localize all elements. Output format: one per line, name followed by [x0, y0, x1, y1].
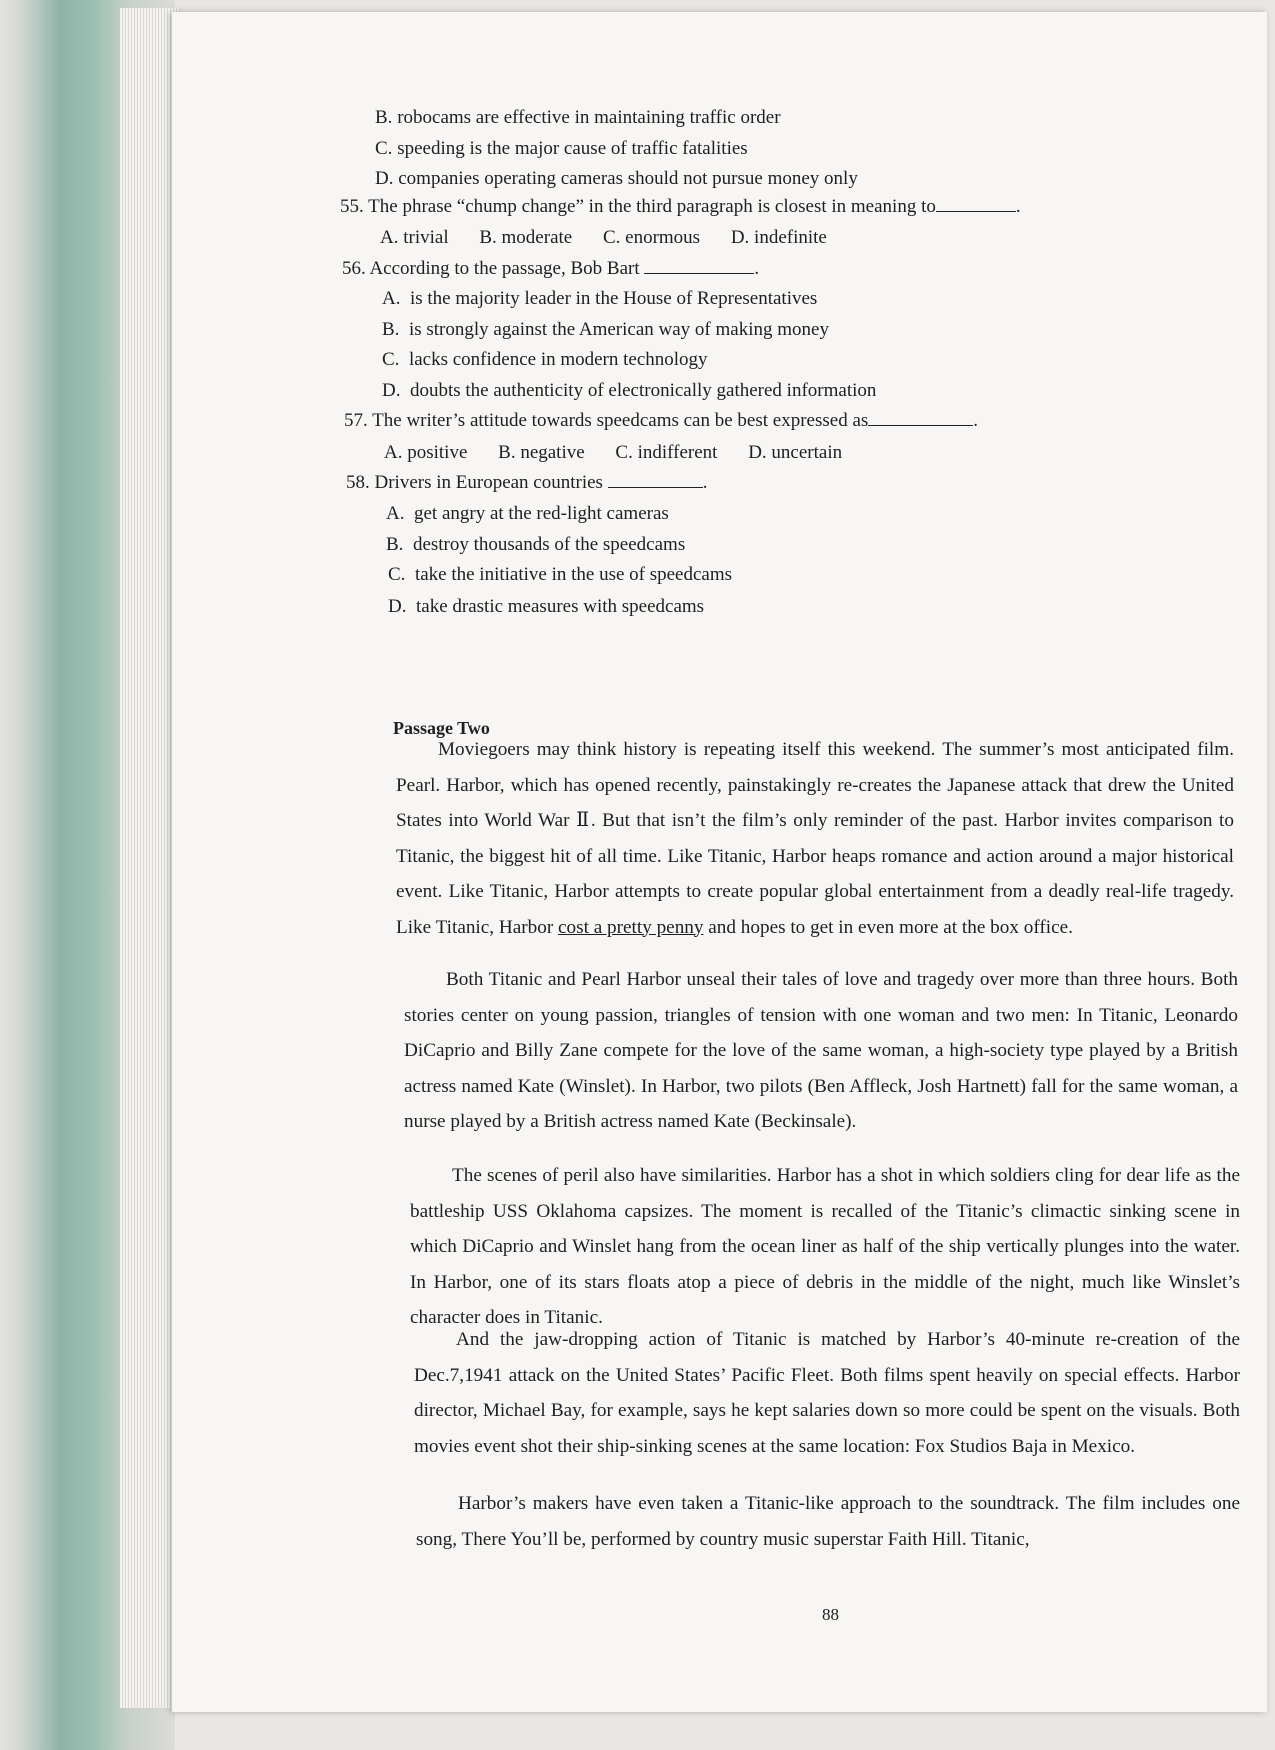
q56-option-b: B. is strongly against the American way of making money — [382, 319, 829, 340]
passage-heading: Passage Two — [393, 718, 490, 738]
passage-paragraph-2: Both Titanic and Pearl Harbor unseal their tales of love and tragedy over more than three hours. Both stories center on young passion, triangles of tension with one woman and two men: In Titanic, Leonardo DiCaprio and Billy Zane compete for the love of the same woman, a high-society type played by a British actress named Kate (Winslet). In Harbor, two pilots (Ben Affleck, Josh Hartnett) fall for the same woman, a nurse played by a British actress named Kate (Beckinsale). — [404, 969, 1238, 1132]
q57-option-a: A. positive — [384, 442, 468, 463]
q58-option-c: C. take the initiative in the use of speedcams — [388, 564, 733, 585]
q58-option-a: A. get angry at the red-light cameras — [386, 503, 669, 524]
passage-paragraph-1: Moviegoers may think history is repeating itself this weekend. The summer’s most anticipated film. Pearl. Harbor, which has opened recently, painstakingly re-creates the Japanese attack that drew the United States into World War Ⅱ. But that isn’t the film’s only reminder of the past. Harbor invites comparison to Titanic, the biggest hit of all time. Like Titanic, Harbor heaps romance and action around a major historical event. Like Titanic, Harbor attempts to create popular global entertainment from a deadly real-life tragedy. Like Titanic, Harbor cost a pretty penny and hopes to get in even more at the box office. — [396, 739, 1234, 938]
q57-option-d: D. uncertain — [748, 442, 843, 463]
q54-option-c: C. speeding is the major cause of traffic fatalities — [375, 138, 748, 159]
q55-option-c: C. enormous — [602, 227, 701, 248]
q55-option-b: B. moderate — [479, 227, 573, 248]
q54-option-d: D. companies operating cameras should not pursue money only — [375, 168, 858, 189]
page-stack — [120, 8, 180, 1708]
passage-paragraph-4: And the jaw-dropping action of Titanic is matched by Harbor’s 40-minute re-creation of the Dec.7,1941 attack on the United States’ Pacific Fleet. Both films spent heavily on special effects. Harbor director, Michael Bay, for example, says he kept salaries down so more could be spent on the visuals. Both movies event shot their ship-sinking scenes at the same location: Fox Studios Baja in Mexico. — [414, 1329, 1240, 1457]
q56-option-d: D. doubts the authenticity of electronically gathered information — [382, 380, 877, 401]
q55-stem: 55. The phrase “chump change” in the third paragraph is closest in meaning to . — [340, 196, 1021, 217]
q58-option-b: B. destroy thousands of the speedcams — [386, 534, 686, 555]
q58-stem: 58. Drivers in European countries . — [346, 472, 708, 493]
q57-option-c: C. indifferent — [615, 442, 718, 463]
q56-option-a: A. is the majority leader in the House of Representatives — [382, 288, 818, 309]
q57-option-b: B. negative — [498, 442, 585, 463]
q55-option-d: D. indefinite — [730, 227, 827, 248]
underlined-phrase: cost a pretty penny — [558, 916, 704, 938]
q57-options — [384, 442, 868, 464]
answer-blank — [936, 210, 1016, 212]
q55-options — [380, 227, 853, 249]
answer-blank — [868, 424, 973, 426]
answer-blank — [644, 272, 754, 274]
q54-option-b: B. robocams are effective in maintaining traffic order — [375, 107, 781, 128]
page-number: 88 — [822, 1605, 839, 1624]
answer-blank — [608, 486, 703, 488]
passage-paragraph-3: The scenes of peril also have similarities. Harbor has a shot in which soldiers cling for dear life as the battleship USS Oklahoma capsizes. The moment is recalled of the Titanic’s climactic sinking scene in which DiCaprio and Winslet hang from the ocean liner as half of the ship vertically plunges into the water. In Harbor, one of its stars floats atop a piece of debris in the middle of the night, much like Winslet’s character does in Titanic. — [410, 1165, 1240, 1328]
passage-paragraph-5: Harbor’s makers have even taken a Titanic-like approach to the soundtrack. The film includes one song, There You’ll be, performed by country music superstar Faith Hill. Titanic, — [416, 1493, 1240, 1550]
q58-option-d: D. take drastic measures with speedcams — [388, 596, 705, 617]
q56-option-c: C. lacks confidence in modern technology — [382, 349, 708, 370]
q56-stem: 56. According to the passage, Bob Bart . — [342, 258, 760, 279]
q57-stem: 57. The writer’s attitude towards speedcams can be best expressed as . — [344, 410, 979, 431]
q55-option-a: A. trivial — [380, 227, 449, 248]
